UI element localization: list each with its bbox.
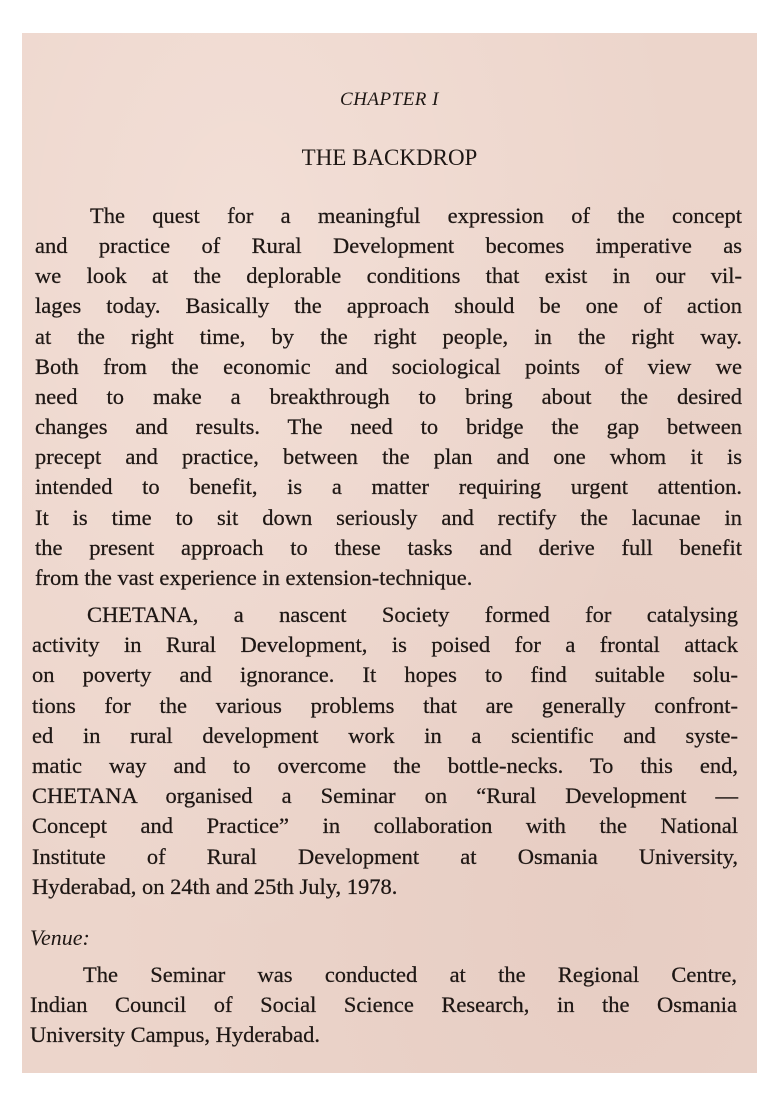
chapter-label: CHAPTER I xyxy=(340,89,439,110)
text-line: intended to benefit, is a matter requiring urgent attention. xyxy=(35,474,742,500)
text-line: University Campus, Hyderabad. xyxy=(30,1022,320,1047)
text-line: from the vast experience in extension-technique. xyxy=(35,564,473,590)
venue-heading: Venue: xyxy=(30,925,90,950)
text-line: activity in Rural Development, is poised for a frontal attack xyxy=(32,632,738,658)
text-line: The Seminar was conducted at the Regional Centre, xyxy=(83,962,737,987)
text-line: matic way and to overcome the bottle-necks. To this end, xyxy=(32,753,738,778)
text-line: ed in rural development work in a scientific and syste- xyxy=(32,722,738,748)
text-line: The quest for a meaningful expression of the concept xyxy=(90,203,742,228)
text-line: CHETANA, a nascent Society formed for catalysing xyxy=(87,602,738,627)
text-line: CHETANA organised a Seminar on “Rural Development — xyxy=(32,783,738,809)
text-line: tions for the various problems that are generally confront- xyxy=(32,692,738,718)
text-line: Concept and Practice” in collaboration with the National xyxy=(32,813,738,839)
text-line: we look at the deplorable conditions that exist in our vil- xyxy=(35,263,742,289)
text-line: precept and practice, between the plan and one whom it is xyxy=(35,444,742,470)
text-line: Hyderabad, on 24th and 25th July, 1978. xyxy=(32,873,398,899)
text-line: and practice of Rural Development becomes imperative as xyxy=(35,233,742,259)
text-line: Indian Council of Social Science Research, in the Osmania xyxy=(30,992,737,1017)
text-line: need to make a breakthrough to bring about the desired xyxy=(35,383,742,409)
text-line: Institute of Rural Development at Osmania University, xyxy=(32,843,738,869)
document-page xyxy=(22,33,757,1073)
chapter-title: THE BACKDROP xyxy=(301,145,478,170)
text-line: changes and results. The need to bridge the gap between xyxy=(35,414,742,440)
text-line: at the right time, by the right people, in the right way. xyxy=(35,323,742,349)
text-line: the present approach to these tasks and derive full benefit xyxy=(35,534,742,560)
text-line: It is time to sit down seriously and rectify the lacunae in xyxy=(35,504,742,530)
text-line: on poverty and ignorance. It hopes to find suitable solu- xyxy=(32,662,738,688)
text-line: Both from the economic and sociological points of view we xyxy=(35,353,742,379)
text-line: lages today. Basically the approach should be one of action xyxy=(35,293,742,319)
